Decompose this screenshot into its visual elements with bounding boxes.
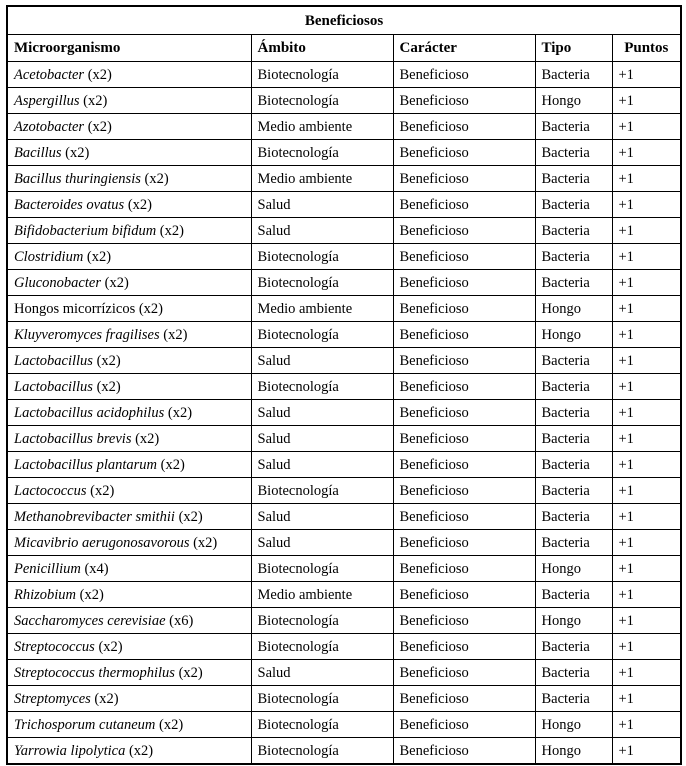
cell-microorganismo bbox=[7, 374, 251, 400]
cell-microorganismo bbox=[7, 166, 251, 192]
organism-name: Lactococcus bbox=[14, 482, 87, 499]
cell-microorganismo bbox=[7, 556, 251, 582]
cell-caracter: Beneficioso bbox=[393, 88, 535, 114]
cell-puntos: +1 bbox=[612, 218, 681, 244]
table-row bbox=[7, 478, 681, 504]
column-header-ambito: Ámbito bbox=[251, 35, 393, 62]
organism-name: Lactobacillus plantarum bbox=[14, 456, 157, 473]
cell-ambito: Salud bbox=[251, 504, 393, 530]
organism-count: (x2) bbox=[86, 248, 112, 265]
cell-ambito: Biotecnología bbox=[251, 556, 393, 582]
cell-puntos: +1 bbox=[612, 244, 681, 270]
organism-count: (x2) bbox=[94, 690, 119, 707]
organism-count: (x2) bbox=[167, 404, 193, 421]
organism-count: (x2) bbox=[83, 92, 108, 109]
cell-tipo: Bacteria bbox=[535, 660, 612, 686]
cell-ambito: Biotecnología bbox=[251, 62, 393, 88]
cell-tipo: Bacteria bbox=[535, 166, 612, 192]
cell-ambito: Biotecnología bbox=[251, 140, 393, 166]
cell-microorganismo bbox=[7, 62, 251, 88]
table-title: Beneficiosos bbox=[7, 6, 681, 35]
table-row bbox=[7, 608, 681, 634]
cell-microorganismo bbox=[7, 582, 251, 608]
table-row bbox=[7, 166, 681, 192]
cell-caracter: Beneficioso bbox=[393, 244, 535, 270]
organism-count: (x2) bbox=[193, 534, 218, 551]
table-row bbox=[7, 738, 681, 765]
organism-count: (x2) bbox=[178, 664, 203, 681]
table-row bbox=[7, 348, 681, 374]
cell-puntos: +1 bbox=[612, 166, 681, 192]
cell-puntos: +1 bbox=[612, 686, 681, 712]
table-body bbox=[7, 62, 681, 765]
cell-tipo: Bacteria bbox=[535, 374, 612, 400]
cell-microorganismo bbox=[7, 634, 251, 660]
table-row bbox=[7, 712, 681, 738]
table-row bbox=[7, 556, 681, 582]
cell-tipo: Hongo bbox=[535, 322, 612, 348]
table-row bbox=[7, 530, 681, 556]
cell-caracter: Beneficioso bbox=[393, 504, 535, 530]
cell-tipo: Bacteria bbox=[535, 426, 612, 452]
table-row bbox=[7, 322, 681, 348]
cell-caracter: Beneficioso bbox=[393, 374, 535, 400]
cell-tipo: Bacteria bbox=[535, 62, 612, 88]
cell-microorganismo bbox=[7, 712, 251, 738]
cell-tipo: Bacteria bbox=[535, 192, 612, 218]
table-row bbox=[7, 686, 681, 712]
organism-count: (x2) bbox=[65, 144, 90, 161]
organism-count: (x2) bbox=[87, 118, 112, 135]
organism-count: (x2) bbox=[163, 326, 188, 343]
cell-puntos: +1 bbox=[612, 738, 681, 765]
cell-caracter: Beneficioso bbox=[393, 114, 535, 140]
organism-count: (x4) bbox=[84, 560, 109, 577]
cell-tipo: Bacteria bbox=[535, 140, 612, 166]
organism-count: (x2) bbox=[128, 742, 154, 759]
organism-name: Lactobacillus brevis bbox=[14, 430, 132, 447]
cell-ambito: Biotecnología bbox=[251, 244, 393, 270]
organism-name: Penicillium bbox=[14, 560, 81, 577]
organism-name: Lactobacillus acidophilus bbox=[14, 404, 165, 421]
organism-count: (x2) bbox=[144, 170, 169, 187]
organism-name: Streptococcus bbox=[14, 638, 95, 655]
cell-caracter: Beneficioso bbox=[393, 608, 535, 634]
cell-tipo: Bacteria bbox=[535, 582, 612, 608]
cell-caracter: Beneficioso bbox=[393, 140, 535, 166]
organism-count: (x2) bbox=[96, 378, 121, 395]
organism-name: Streptomyces bbox=[14, 690, 91, 707]
organism-count: (x2) bbox=[127, 196, 152, 213]
cell-microorganismo bbox=[7, 244, 251, 270]
organism-count: (x6) bbox=[169, 612, 194, 629]
cell-caracter: Beneficioso bbox=[393, 738, 535, 765]
cell-ambito: Biotecnología bbox=[251, 686, 393, 712]
organism-count: (x2) bbox=[87, 66, 112, 83]
organism-name: Yarrowia lipolytica bbox=[14, 742, 126, 759]
cell-puntos: +1 bbox=[612, 530, 681, 556]
cell-caracter: Beneficioso bbox=[393, 322, 535, 348]
cell-ambito: Salud bbox=[251, 400, 393, 426]
cell-tipo: Hongo bbox=[535, 712, 612, 738]
organism-count: (x2) bbox=[160, 456, 185, 473]
cell-microorganismo bbox=[7, 140, 251, 166]
organism-name: Lactobacillus bbox=[14, 352, 93, 369]
cell-ambito: Salud bbox=[251, 192, 393, 218]
cell-ambito: Medio ambiente bbox=[251, 166, 393, 192]
cell-caracter: Beneficioso bbox=[393, 556, 535, 582]
cell-puntos: +1 bbox=[612, 270, 681, 296]
organism-name: Micavibrio aerugonosavorous bbox=[14, 534, 190, 551]
cell-caracter: Beneficioso bbox=[393, 426, 535, 452]
cell-microorganismo bbox=[7, 114, 251, 140]
cell-microorganismo bbox=[7, 400, 251, 426]
table-row bbox=[7, 244, 681, 270]
table-row bbox=[7, 270, 681, 296]
cell-ambito: Salud bbox=[251, 218, 393, 244]
organism-name: Bacillus thuringiensis bbox=[14, 170, 141, 187]
cell-ambito: Biotecnología bbox=[251, 88, 393, 114]
cell-ambito: Biotecnología bbox=[251, 634, 393, 660]
table-row bbox=[7, 62, 681, 88]
cell-puntos: +1 bbox=[612, 556, 681, 582]
organism-name: Bacillus bbox=[14, 144, 62, 161]
organism-name: Streptococcus thermophilus bbox=[14, 664, 175, 681]
cell-caracter: Beneficioso bbox=[393, 218, 535, 244]
cell-caracter: Beneficioso bbox=[393, 478, 535, 504]
cell-puntos: +1 bbox=[612, 582, 681, 608]
table-row bbox=[7, 426, 681, 452]
cell-ambito: Medio ambiente bbox=[251, 114, 393, 140]
cell-ambito: Salud bbox=[251, 426, 393, 452]
organism-count: (x2) bbox=[98, 638, 123, 655]
cell-microorganismo bbox=[7, 192, 251, 218]
cell-puntos: +1 bbox=[612, 192, 681, 218]
cell-microorganismo bbox=[7, 426, 251, 452]
cell-ambito: Biotecnología bbox=[251, 322, 393, 348]
cell-puntos: +1 bbox=[612, 114, 681, 140]
organism-name: Gluconobacter bbox=[14, 274, 101, 291]
cell-microorganismo bbox=[7, 686, 251, 712]
cell-tipo: Bacteria bbox=[535, 452, 612, 478]
cell-caracter: Beneficioso bbox=[393, 686, 535, 712]
table-row bbox=[7, 452, 681, 478]
cell-caracter: Beneficioso bbox=[393, 192, 535, 218]
organism-count: (x2) bbox=[178, 508, 203, 525]
organism-count: (x2) bbox=[96, 352, 121, 369]
cell-caracter: Beneficioso bbox=[393, 582, 535, 608]
cell-puntos: +1 bbox=[612, 608, 681, 634]
organism-count: (x2) bbox=[135, 430, 160, 447]
cell-tipo: Bacteria bbox=[535, 244, 612, 270]
organism-name: Acetobacter bbox=[14, 66, 85, 83]
organism-count: (x2) bbox=[79, 586, 104, 603]
organism-name: Lactobacillus bbox=[14, 378, 93, 395]
cell-ambito: Biotecnología bbox=[251, 270, 393, 296]
cell-caracter: Beneficioso bbox=[393, 712, 535, 738]
cell-ambito: Salud bbox=[251, 660, 393, 686]
organism-name: Bifidobacterium bifidum bbox=[14, 222, 157, 239]
cell-caracter: Beneficioso bbox=[393, 400, 535, 426]
cell-caracter: Beneficioso bbox=[393, 348, 535, 374]
table-row bbox=[7, 114, 681, 140]
organism-count: (x2) bbox=[90, 482, 115, 499]
cell-microorganismo bbox=[7, 452, 251, 478]
table-row bbox=[7, 504, 681, 530]
organism-name: Clostridium bbox=[14, 248, 84, 265]
table-row bbox=[7, 660, 681, 686]
cell-ambito: Biotecnología bbox=[251, 712, 393, 738]
cell-puntos: +1 bbox=[612, 712, 681, 738]
cell-microorganismo bbox=[7, 322, 251, 348]
cell-tipo: Hongo bbox=[535, 738, 612, 765]
cell-tipo: Bacteria bbox=[535, 478, 612, 504]
column-header-puntos: Puntos bbox=[612, 35, 681, 62]
cell-microorganismo bbox=[7, 608, 251, 634]
organism-name: Methanobrevibacter smithii bbox=[14, 508, 175, 525]
cell-caracter: Beneficioso bbox=[393, 660, 535, 686]
cell-ambito: Biotecnología bbox=[251, 608, 393, 634]
cell-puntos: +1 bbox=[612, 452, 681, 478]
cell-microorganismo bbox=[7, 530, 251, 556]
table-row bbox=[7, 400, 681, 426]
organism-count: (x2) bbox=[104, 274, 129, 291]
organism-name: Trichosporum cutaneum bbox=[14, 716, 156, 733]
organism-name: Rhizobium bbox=[14, 586, 77, 603]
organism-name: Hongos micorrízicos bbox=[14, 300, 136, 317]
cell-microorganismo bbox=[7, 738, 251, 765]
cell-caracter: Beneficioso bbox=[393, 270, 535, 296]
cell-puntos: +1 bbox=[612, 62, 681, 88]
table-row bbox=[7, 88, 681, 114]
cell-caracter: Beneficioso bbox=[393, 452, 535, 478]
organism-name: Kluyveromyces fragilises bbox=[14, 326, 160, 343]
cell-puntos: +1 bbox=[612, 426, 681, 452]
cell-tipo: Hongo bbox=[535, 296, 612, 322]
cell-ambito: Biotecnología bbox=[251, 738, 393, 765]
table-row bbox=[7, 634, 681, 660]
cell-tipo: Bacteria bbox=[535, 530, 612, 556]
column-header-microorganismo: Microorganismo bbox=[7, 35, 251, 62]
cell-puntos: +1 bbox=[612, 88, 681, 114]
cell-tipo: Bacteria bbox=[535, 218, 612, 244]
table-head bbox=[7, 6, 681, 62]
table-row bbox=[7, 582, 681, 608]
cell-microorganismo bbox=[7, 660, 251, 686]
cell-ambito: Biotecnología bbox=[251, 478, 393, 504]
cell-microorganismo bbox=[7, 296, 251, 322]
organism-count: (x2) bbox=[159, 716, 184, 733]
cell-ambito: Medio ambiente bbox=[251, 582, 393, 608]
table-row bbox=[7, 218, 681, 244]
column-header-caracter: Carácter bbox=[393, 35, 535, 62]
cell-tipo: Bacteria bbox=[535, 504, 612, 530]
cell-caracter: Beneficioso bbox=[393, 296, 535, 322]
cell-tipo: Hongo bbox=[535, 556, 612, 582]
cell-tipo: Bacteria bbox=[535, 114, 612, 140]
cell-tipo: Bacteria bbox=[535, 270, 612, 296]
cell-tipo: Bacteria bbox=[535, 348, 612, 374]
cell-tipo: Bacteria bbox=[535, 634, 612, 660]
cell-microorganismo bbox=[7, 270, 251, 296]
column-header-tipo: Tipo bbox=[535, 35, 612, 62]
cell-ambito: Biotecnología bbox=[251, 374, 393, 400]
cell-tipo: Hongo bbox=[535, 88, 612, 114]
cell-tipo: Bacteria bbox=[535, 686, 612, 712]
cell-caracter: Beneficioso bbox=[393, 530, 535, 556]
cell-puntos: +1 bbox=[612, 140, 681, 166]
organism-name: Aspergillus bbox=[14, 92, 80, 109]
cell-caracter: Beneficioso bbox=[393, 62, 535, 88]
organism-name: Saccharomyces cerevisiae bbox=[14, 612, 166, 629]
cell-puntos: +1 bbox=[612, 322, 681, 348]
cell-ambito: Salud bbox=[251, 452, 393, 478]
cell-tipo: Bacteria bbox=[535, 400, 612, 426]
cell-microorganismo bbox=[7, 504, 251, 530]
cell-ambito: Medio ambiente bbox=[251, 296, 393, 322]
table-row bbox=[7, 296, 681, 322]
table-row bbox=[7, 374, 681, 400]
cell-puntos: +1 bbox=[612, 400, 681, 426]
cell-puntos: +1 bbox=[612, 374, 681, 400]
organism-name: Bacteroides ovatus bbox=[14, 196, 125, 213]
beneficial-microorganisms-table bbox=[6, 5, 682, 765]
organism-name: Azotobacter bbox=[14, 118, 85, 135]
cell-tipo: Hongo bbox=[535, 608, 612, 634]
table-row bbox=[7, 140, 681, 166]
cell-puntos: +1 bbox=[612, 348, 681, 374]
cell-microorganismo bbox=[7, 348, 251, 374]
table-row bbox=[7, 192, 681, 218]
cell-puntos: +1 bbox=[612, 296, 681, 322]
cell-microorganismo bbox=[7, 218, 251, 244]
cell-microorganismo bbox=[7, 88, 251, 114]
cell-caracter: Beneficioso bbox=[393, 166, 535, 192]
cell-microorganismo bbox=[7, 478, 251, 504]
cell-puntos: +1 bbox=[612, 660, 681, 686]
cell-puntos: +1 bbox=[612, 504, 681, 530]
table-header-row bbox=[7, 35, 681, 62]
table-title-row bbox=[7, 6, 681, 35]
organism-count: (x2) bbox=[159, 222, 184, 239]
organism-count: (x2) bbox=[138, 300, 164, 317]
cell-ambito: Salud bbox=[251, 348, 393, 374]
cell-puntos: +1 bbox=[612, 478, 681, 504]
cell-ambito: Salud bbox=[251, 530, 393, 556]
cell-puntos: +1 bbox=[612, 634, 681, 660]
cell-caracter: Beneficioso bbox=[393, 634, 535, 660]
